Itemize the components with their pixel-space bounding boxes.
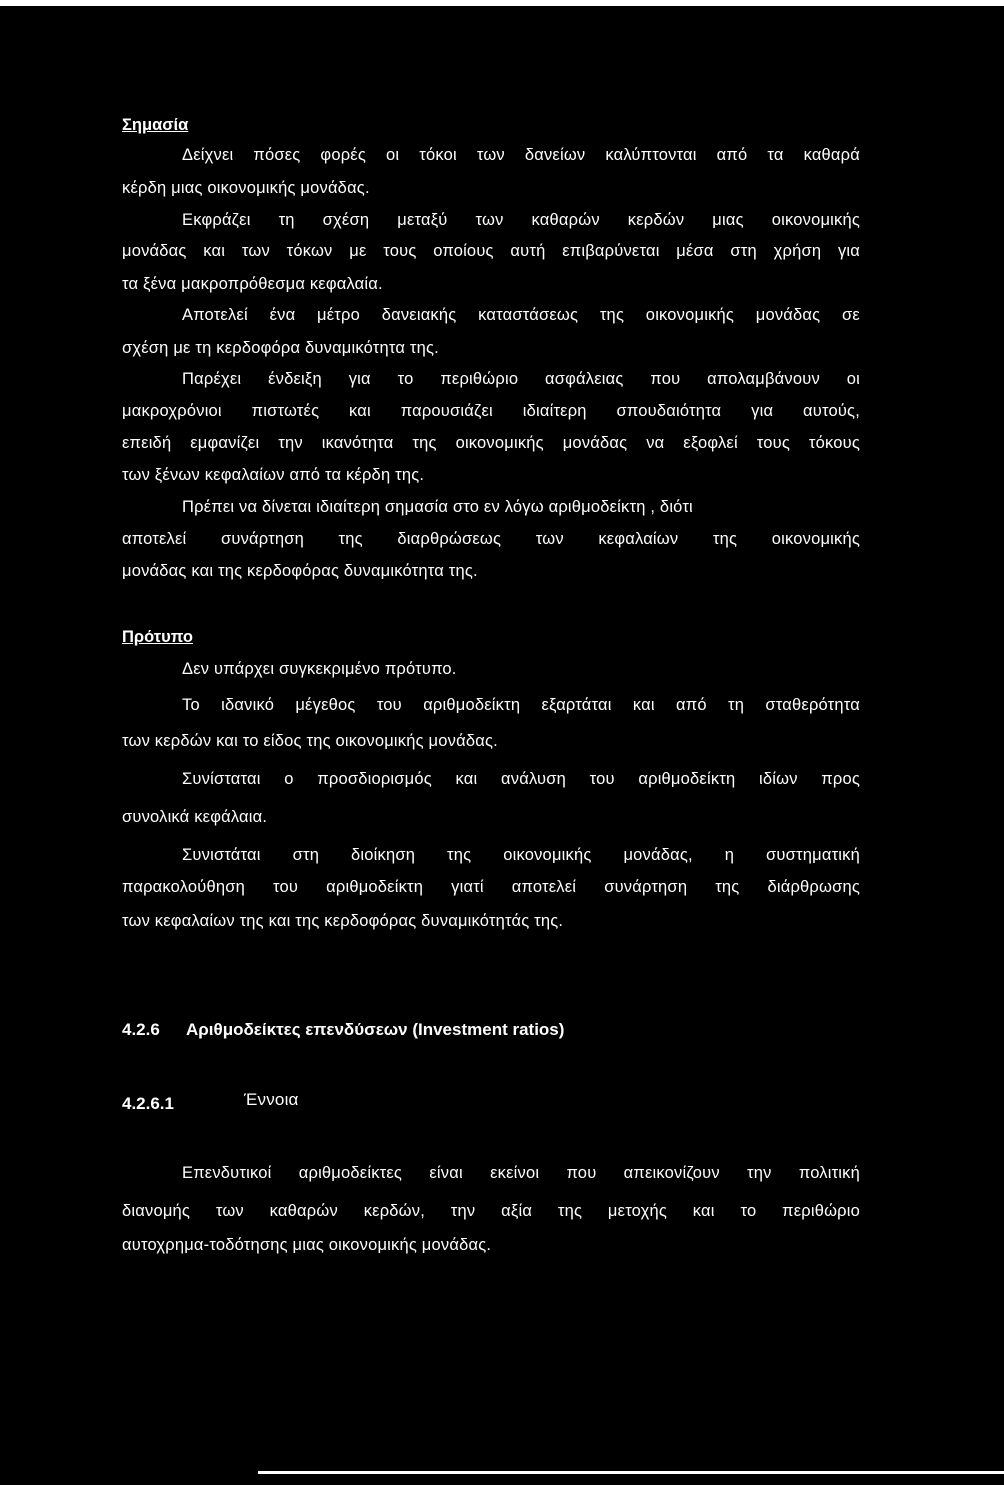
text-line: Εκφράζει τη σχέση μεταξύ των καθαρών κερδών μιας οικονομικής	[182, 211, 860, 229]
text-line: μονάδας και των τόκων με τους οποίους αυτή επιβαρύνεται μέσα στη χρήση για	[122, 242, 860, 260]
text-line: Δείχνει πόσες φορές οι τόκοι των δανείων καλύπτονται από τα καθαρά	[182, 146, 860, 164]
text-line: μακροχρόνιοι πιστωτές και παρουσιάζει ιδιαίτερη σπουδαιότητα για αυτούς,	[122, 402, 860, 420]
text-line: Συνιστάται στη διοίκηση της οικονομικής μονάδας, η συστηματική	[182, 846, 860, 864]
section-426-number: 4.2.6	[122, 1020, 160, 1039]
text-line: διανομής των καθαρών κερδών, την αξία της μετοχής και το περιθώριο	[122, 1202, 860, 1220]
text-line: αυτοχρημα-τοδότησης μιας οικονομικής μονάδας.	[122, 1236, 492, 1254]
text-line: σχέση με τη κερδοφόρα δυναμικότητα της.	[122, 339, 439, 357]
document-page	[0, 6, 1004, 1471]
text-line: Συνίσταται ο προσδιορισμός και ανάλυση του αριθμοδείκτη ιδίων προς	[182, 770, 860, 788]
text-line: Δεν υπάρχει συγκεκριμένο πρότυπο.	[182, 660, 457, 678]
text-line: επειδή εμφανίζει την ικανότητα της οικονομικής μονάδας να εξοφλεί τους τόκους	[122, 434, 860, 452]
text-line: Το ιδανικό μέγεθος του αριθμοδείκτη εξαρτάται και από τη σταθερότητα	[182, 696, 860, 714]
heading-standard: Πρότυπο	[122, 628, 193, 646]
text-line: των κερδών και το είδος της οικονομικής μονάδας.	[122, 732, 498, 750]
heading-importance: Σημασία	[122, 116, 189, 134]
text-line: των κεφαλαίων της και της κερδοφόρας δυναμικότητάς της.	[122, 912, 564, 930]
text-line: Πρέπει να δίνεται ιδιαίτερη σημασία στο εν λόγω αριθμοδείκτη , διότι	[182, 498, 693, 516]
section-4261-number: 4.2.6.1	[122, 1094, 174, 1113]
text-line: των ξένων κεφαλαίων από τα κέρδη της.	[122, 466, 425, 484]
text-line: Παρέχει ένδειξη για το περιθώριο ασφάλειας που απολαμβάνουν οι	[182, 370, 860, 388]
text-line: κέρδη μιας οικονομικής μονάδας.	[122, 179, 370, 197]
text-line: μονάδας και της κερδοφόρας δυναμικότητα της.	[122, 562, 478, 580]
text-line: τα ξένα μακροπρόθεσμα κεφαλαία.	[122, 275, 383, 293]
section-426-title: Αριθμοδείκτες επενδύσεων (Investment ratios)	[186, 1020, 565, 1039]
text-line: παρακολούθηση του αριθμοδείκτη γιατί αποτελεί συνάρτηση της διάρθρωσης	[122, 878, 860, 896]
text-line: συνολικά κεφάλαια.	[122, 808, 268, 826]
text-line: Επενδυτικοί αριθμοδείκτες είναι εκείνοι που απεικονίζουν την πολιτική	[182, 1164, 860, 1182]
section-4261-title: Έννοια	[244, 1090, 299, 1109]
bottom-edge-line	[258, 1471, 1004, 1474]
text-line: αποτελεί συνάρτηση της διαρθρώσεως των κεφαλαίων της οικονομικής	[122, 530, 860, 548]
text-line: Αποτελεί ένα μέτρο δανειακής καταστάσεως της οικονομικής μονάδας σε	[182, 306, 860, 324]
